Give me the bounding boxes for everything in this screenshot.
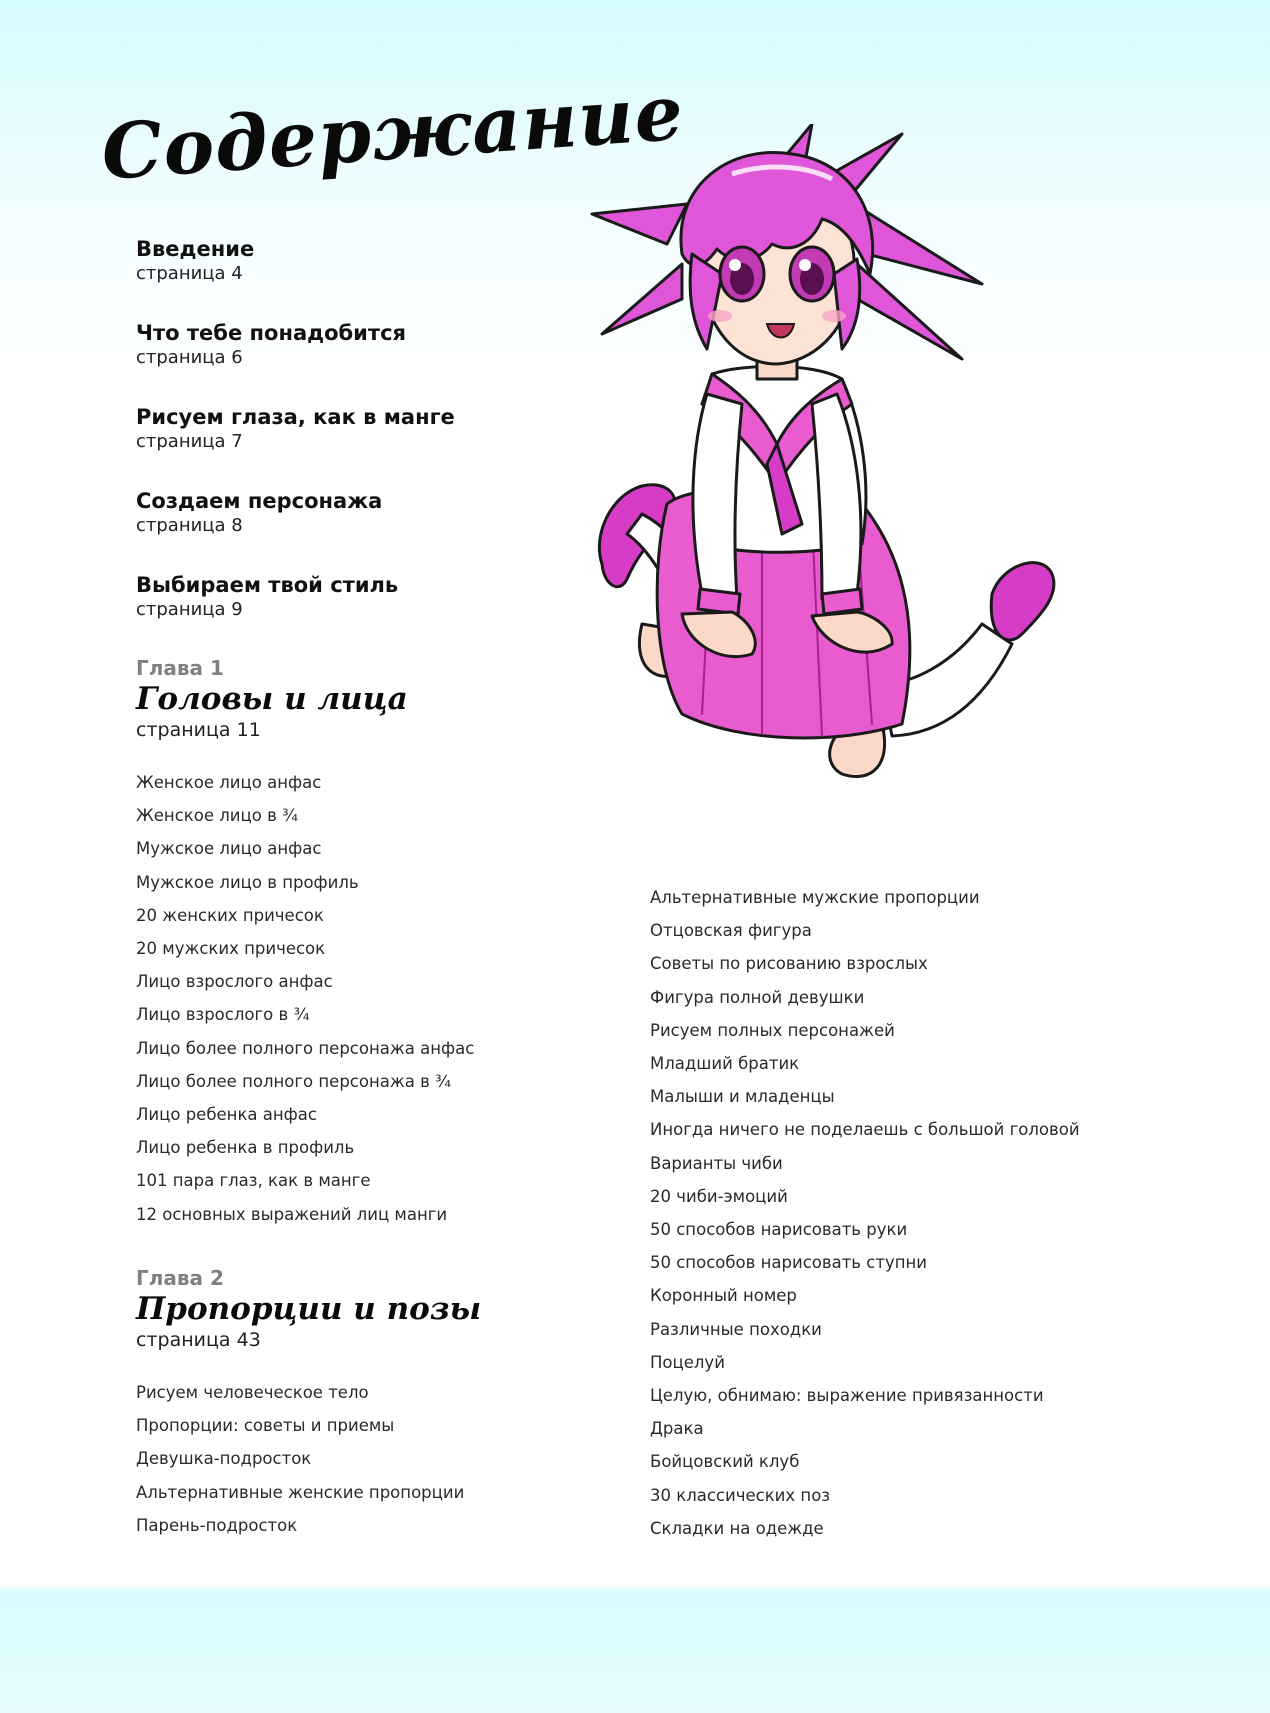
topic-item[interactable]: Коронный номер [650,1286,797,1306]
topic-item[interactable]: 101 пара глаз, как в манге [136,1171,371,1191]
topic-item[interactable]: 20 чиби-эмоций [650,1186,788,1206]
topic-list [136,1376,596,1542]
toc-entry-title: Выбираем твой стиль [136,573,399,597]
topic-item[interactable]: Складки на одежде [650,1518,824,1538]
topic-item[interactable]: Лицо взрослого анфас [136,972,333,992]
chapter-page: страница 11 [136,719,261,741]
toc-entry[interactable] [136,488,596,538]
toc-entry-page: страница 8 [136,515,243,536]
topic-list [650,881,1250,1545]
topic-item[interactable]: 20 мужских причесок [136,939,326,959]
chapter-title[interactable]: Головы и лица [136,681,408,717]
topic-item[interactable]: Бойцовский клуб [650,1452,800,1472]
topic-list [136,766,596,1231]
topic-item[interactable]: Лицо более полного персонажа анфас [136,1038,475,1058]
topic-item[interactable]: Девушка-подросток [136,1449,312,1469]
toc-entry-title: Что тебе понадобится [136,321,406,345]
topic-item[interactable]: Лицо ребенка в профиль [136,1138,355,1158]
topic-item[interactable]: 50 способов нарисовать ступни [650,1253,928,1273]
topic-item[interactable]: Рисуем полных персонажей [650,1020,895,1040]
topic-item[interactable]: Младший братик [650,1054,800,1074]
toc-entry[interactable] [136,320,596,370]
page-title: Содержание [98,67,687,197]
topic-item[interactable]: Мужское лицо в профиль [136,872,359,892]
topic-item[interactable]: Различные походки [650,1319,822,1339]
topic-item[interactable]: Рисуем человеческое тело [136,1383,369,1402]
intro-section [136,236,596,656]
chapter-2-section [136,1266,596,1542]
toc-entry-page: страница 4 [136,263,243,284]
topic-item[interactable]: Драка [650,1419,704,1439]
topic-item[interactable]: Мужское лицо анфас [136,839,322,859]
topic-item[interactable]: Отцовская фигура [650,921,812,941]
topic-item[interactable]: Фигура полной девушки [650,987,865,1007]
topic-item[interactable]: 30 классических поз [650,1485,831,1505]
toc-entry[interactable] [136,572,596,622]
topic-item[interactable]: Лицо взрослого в ¾ [136,1005,310,1025]
toc-entry-page: страница 6 [136,347,243,368]
chapter-page: страница 43 [136,1329,261,1351]
right-column-topics [650,881,1250,1545]
topic-item[interactable]: Лицо ребенка анфас [136,1105,317,1125]
topic-item[interactable]: 20 женских причесок [136,905,324,925]
toc-entry-title: Введение [136,237,255,261]
toc-entry-title: Рисуем глаза, как в манге [136,405,455,429]
topic-item[interactable]: Женское лицо в ¾ [136,806,299,826]
topic-item[interactable]: Иногда ничего не поделаешь с большой головой [650,1120,1080,1140]
toc-entry-page: страница 9 [136,599,243,620]
topic-item[interactable]: Альтернативные женские пропорции [136,1482,465,1502]
topic-item[interactable]: Лицо более полного персонажа в ¾ [136,1071,452,1091]
chapter-title[interactable]: Пропорции и позы [136,1291,482,1327]
topic-item[interactable]: Целую, обнимаю: выражение привязанности [650,1386,1044,1406]
manga-girl-illustration [572,124,1092,844]
topic-item[interactable]: Парень-подросток [136,1515,298,1535]
topic-item[interactable]: 50 способов нарисовать руки [650,1220,908,1240]
toc-entry[interactable] [136,236,596,286]
toc-entry-page: страница 7 [136,431,243,452]
chapter-label: Глава 1 [136,656,224,680]
topic-item[interactable]: Малыши и младенцы [650,1087,835,1107]
topic-item[interactable]: Альтернативные мужские пропорции [650,888,980,907]
topic-item[interactable]: Женское лицо анфас [136,773,322,792]
toc-entry-title: Создаем персонажа [136,489,383,513]
topic-item[interactable]: 12 основных выражений лиц манги [136,1204,448,1224]
chapter-1-section [136,656,596,1231]
topic-item[interactable]: Поцелуй [650,1352,725,1372]
topic-item[interactable]: Варианты чиби [650,1153,783,1173]
toc-entry[interactable] [136,404,596,454]
chapter-label: Глава 2 [136,1266,224,1290]
topic-item[interactable]: Пропорции: советы и приемы [136,1416,395,1436]
topic-item[interactable]: Советы по рисованию взрослых [650,954,928,974]
